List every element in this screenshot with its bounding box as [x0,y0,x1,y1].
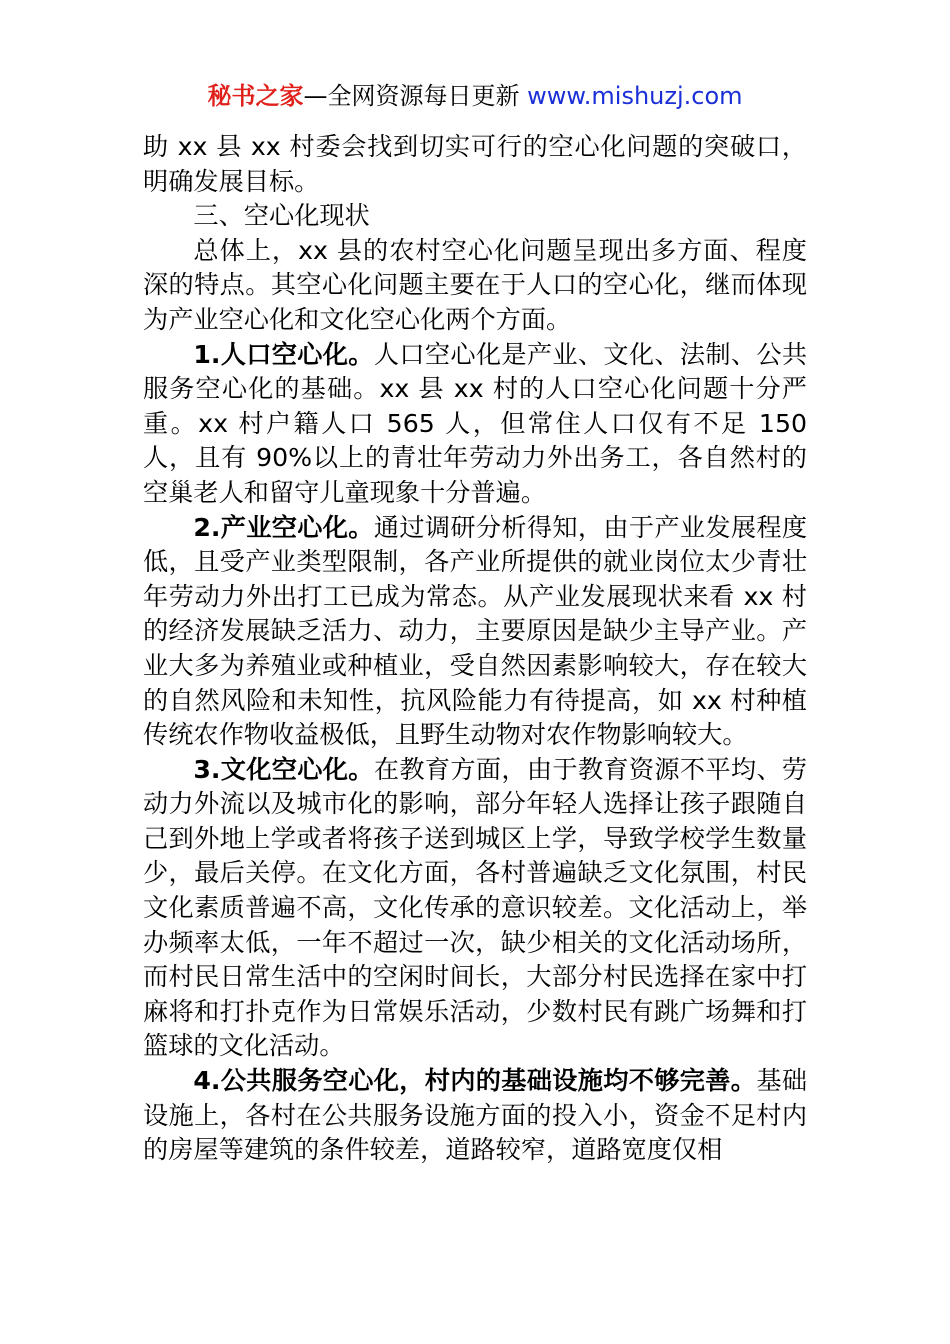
paragraph-overview [143,234,807,338]
paragraph-text: 助 xx 县 xx 村委会找到切实可行的空心化问题的突破口，明确发展目标。 [143,132,807,196]
header-tagline: —全网资源每日更新 [303,82,528,110]
paragraph-public-service [143,1064,807,1168]
site-url-link[interactable]: www.mishuzj.com [527,82,743,110]
site-header [0,80,950,112]
section-heading-text: 三、空心化现状 [193,201,370,231]
paragraph-text: 总体上，xx 县的农村空心化问题呈现出多方面、程度深的特点。其空心化问题主要在于人口的空心化，继而体现为产业空心化和文化空心化两个方面。 [143,235,807,334]
document-body [143,130,807,1168]
section-heading [143,199,807,234]
paragraph-population [143,338,807,511]
paragraph-continuation [143,130,807,199]
paragraph-text: 人口空心化是产业、文化、法制、公共服务空心化的基础。xx 县 xx 村的人口空心化问题十分严重。xx 村户籍人口 565 人，但常住人口仅有不足 150 人，且有 90%以上的青壮年劳动力外出务工，各自然村的空巢老人和留守儿童现象十分普遍。 [143,339,807,507]
paragraph-industry [143,511,807,753]
paragraph-lead: 1.人口空心化。 [193,339,374,369]
paragraph-text: 基础设施上，各村在公共服务设施方面的投入小，资金不足村内的房屋等建筑的条件较差，道路较窄，道路宽度仅相 [143,1066,808,1165]
paragraph-culture [143,753,807,1064]
paragraph-text: 通过调研分析得知，由于产业发展程度低，且受产业类型限制，各产业所提供的就业岗位太少青壮年劳动力外出打工已成为常态。从产业发展现状来看 xx 村的经济发展缺乏活力、动力，主要原因是缺少主导产业。产业大多为养殖业或种植业，受自然因素影响较大，存在较大的自然风险和未知性，抗风险能力有待提高，如 xx 村种植传统农作物收益极低，且野生动物对农作物影响较大。 [143,512,807,750]
paragraph-lead: 3.文化空心化。 [193,754,374,784]
brand-name: 秘书之家 [207,82,304,110]
paragraph-lead: 4.公共服务空心化，村内的基础设施均不够完善。 [193,1066,757,1096]
paragraph-lead: 2.产业空心化。 [193,512,374,542]
paragraph-text: 在教育方面，由于教育资源不平均、劳动力外流以及城市化的影响，部分年轻人选择让孩子跟随自己到外地上学或者将孩子送到城区上学，导致学校学生数量少，最后关停。在文化方面，各村普遍缺乏文化氛围，村民文化素质普遍不高，文化传承的意识较差。文化活动上，举办频率太低，一年不超过一次，缺少相关的文化活动场所，而村民日常生活中的空闲时间长，大部分村民选择在家中打麻将和打扑克作为日常娱乐活动，少数村民有跳广场舞和打篮球的文化活动。 [143,754,807,1061]
